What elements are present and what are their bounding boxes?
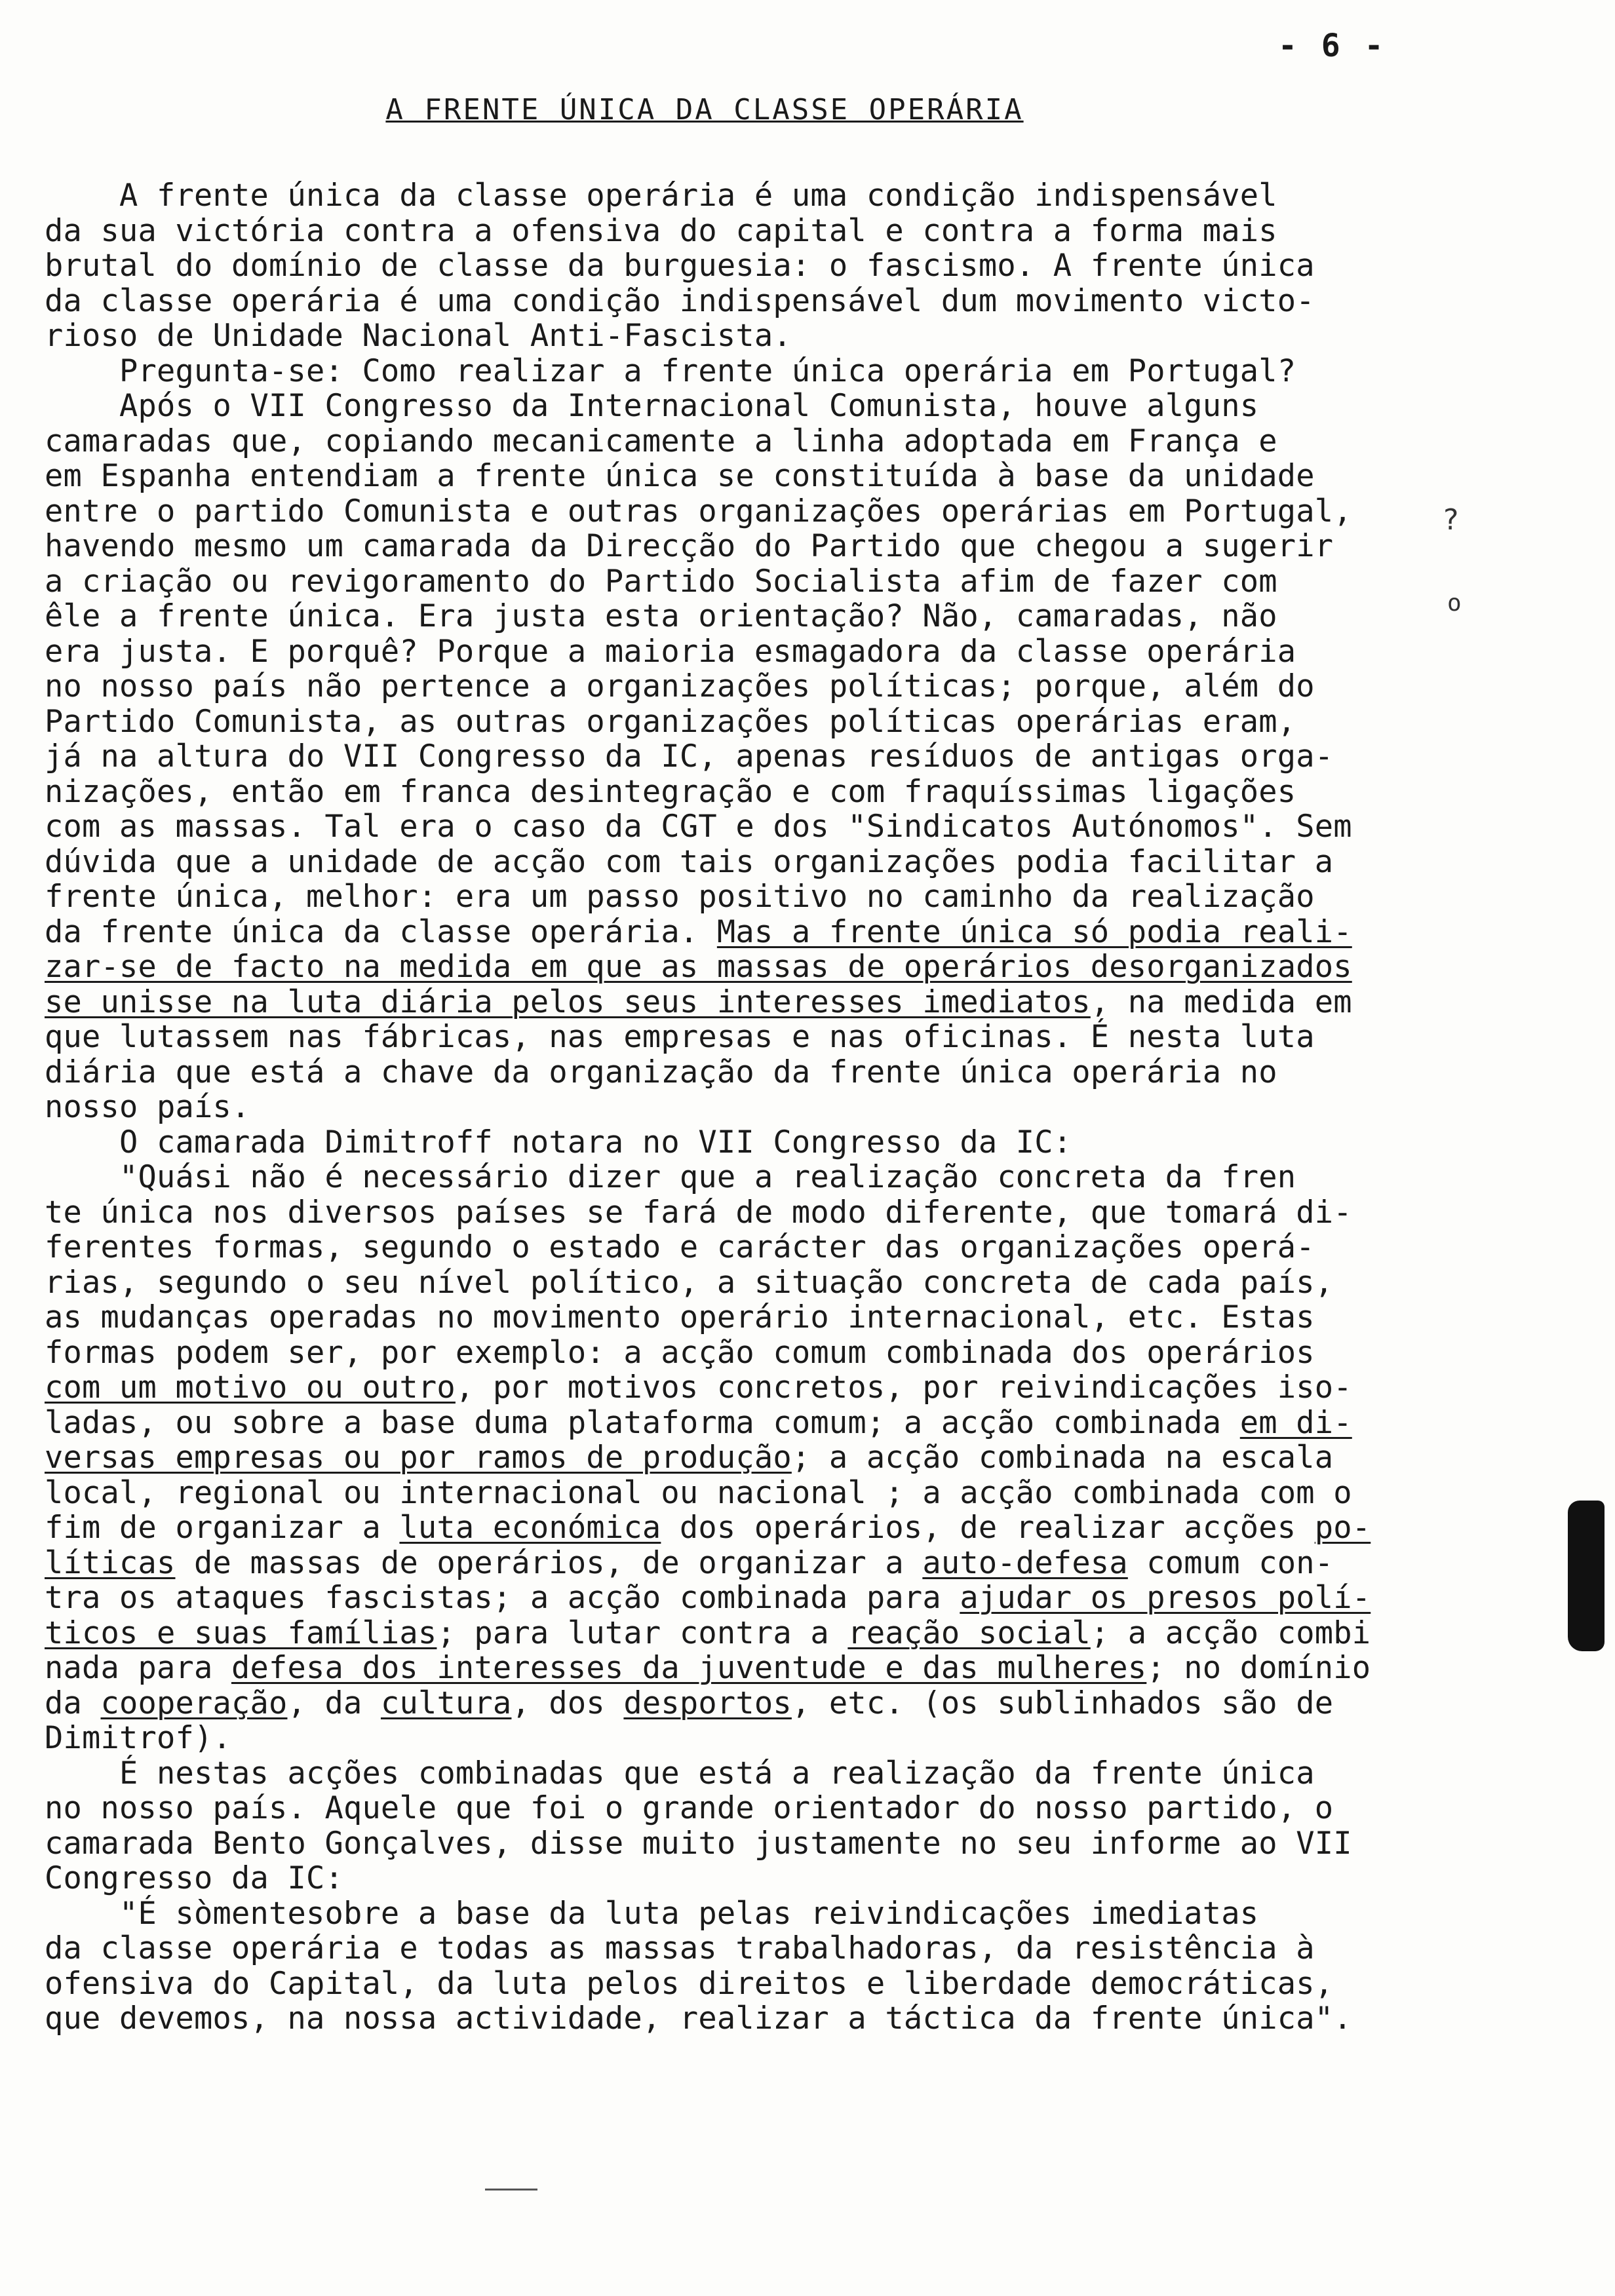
text-line [45, 494, 1408, 529]
underlined-text: defesa dos interesses da juventude e das mulheres [231, 1650, 1147, 1686]
text-segment: nosso país. [45, 1089, 250, 1125]
text-segment: tra os ataques fascistas; a acção combinada para [45, 1580, 960, 1616]
text-segment: que devemos, na nossa actividade, realizar a táctica da frente única". [45, 2000, 1352, 2037]
underlined-text: ticos e suas famílias [45, 1615, 437, 1651]
text-segment: entre o partido Comunista e outras organizações operárias em Portugal, [45, 493, 1352, 529]
text-line [45, 1546, 1408, 1581]
text-line [45, 318, 1408, 354]
text-line [45, 1756, 1408, 1791]
text-line [45, 775, 1408, 810]
text-line [45, 1230, 1408, 1265]
page-number: - 6 - [1278, 28, 1386, 64]
text-line [45, 669, 1408, 704]
text-line [45, 1791, 1408, 1826]
text-line [45, 704, 1408, 740]
text-line [45, 424, 1408, 459]
text-line [45, 1020, 1408, 1055]
text-line [45, 1335, 1408, 1371]
text-line [45, 1721, 1408, 1756]
text-line [45, 1440, 1408, 1476]
text-segment: Partido Comunista, as outras organizações políticas operárias eram, [45, 703, 1296, 740]
text-segment: ; para lutar contra a [437, 1615, 848, 1651]
text-segment: nizações, então em franca desintegração e com fraquíssimas ligações [45, 773, 1296, 810]
underlined-text: ajudar os presos polí- [960, 1580, 1371, 1616]
text-line [45, 178, 1408, 214]
text-line [45, 634, 1408, 670]
text-segment: que lutassem nas fábricas, nas empresas e nas oficinas. É nesta luta [45, 1019, 1315, 1055]
punch-hole-mark [1568, 1501, 1605, 1651]
text-segment: da classe operária e todas as massas trabalhadoras, da resistência à [45, 1930, 1315, 1966]
text-line [45, 985, 1408, 1020]
underlined-text: se unisse na luta diária pelos seus interesses imediatos [45, 984, 1091, 1020]
text-line [45, 879, 1408, 915]
text-line [45, 1406, 1408, 1441]
underlined-text: cultura [380, 1685, 512, 1721]
text-line [45, 1300, 1408, 1335]
text-segment: camarada Bento Gonçalves, disse muito justamente no seu informe ao VII [45, 1825, 1352, 1862]
text-segment: camaradas que, copiando mecanicamente a linha adoptada em França e [45, 423, 1277, 459]
text-segment: de massas de operários, de organizar a [175, 1544, 923, 1581]
text-segment: "É sòmentesobre a base da luta pelas reivindicações imediatas [45, 1895, 1259, 1932]
text-segment: Congresso da IC: [45, 1860, 343, 1896]
text-line [45, 1370, 1408, 1406]
text-line [45, 599, 1408, 634]
text-segment: É nestas acções combinadas que está a realização da frente única [45, 1755, 1315, 1791]
bottom-dash [485, 2189, 537, 2191]
text-line [45, 915, 1408, 950]
text-line [45, 1651, 1408, 1686]
text-segment: a criação ou revigoramento do Partido Socialista afim de fazer com [45, 563, 1277, 600]
text-segment: , na medida em [1090, 984, 1352, 1020]
text-segment: , por motivos concretos, por reivindicações iso- [455, 1369, 1352, 1406]
underlined-text: Mas a frente única só podia reali- [716, 913, 1352, 950]
text-segment: local, regional ou internacional ou nacional ; a acção combinada com o [45, 1474, 1352, 1511]
text-segment: em Espanha entendiam a frente única se constituída à base da unidade [45, 458, 1315, 494]
text-line [45, 248, 1408, 284]
text-line [45, 1055, 1408, 1090]
underlined-text: zar-se de facto na medida em que as massas de operários desorganizados [45, 949, 1352, 985]
underlined-text: versas empresas ou por ramos de produção [45, 1440, 792, 1476]
text-line [45, 1265, 1408, 1301]
text-line [45, 214, 1408, 249]
text-segment: com as massas. Tal era o caso da CGT e dos "Sindicatos Autónomos". Sem [45, 809, 1352, 845]
text-line [45, 1826, 1408, 1862]
text-segment: dos operários, de realizar acções [661, 1510, 1315, 1546]
text-segment: ladas, ou sobre a base duma plataforma comum; a acção combinada [45, 1404, 1240, 1441]
text-segment: A frente única da classe operária é uma condição indispensável [45, 178, 1277, 214]
text-line [45, 1580, 1408, 1616]
text-line [45, 1160, 1408, 1195]
text-segment: da frente única da classe operária. [45, 913, 717, 950]
text-segment: as mudanças operadas no movimento operário internacional, etc. Estas [45, 1299, 1315, 1335]
text-segment: rias, segundo o seu nível político, a situação concreta de cada país, [45, 1264, 1334, 1301]
text-segment: "Quási não é necessário dizer que a realização concreta da fren [45, 1159, 1296, 1195]
text-line [45, 1090, 1408, 1125]
text-line [45, 949, 1408, 985]
document-title: A FRENTE ÚNICA DA CLASSE OPERÁRIA [385, 93, 1024, 126]
text-line [45, 284, 1408, 319]
text-segment: da sua victória contra a ofensiva do capital e contra a forma mais [45, 212, 1277, 249]
text-segment: ofensiva do Capital, da luta pelos direitos e liberdade democráticas, [45, 1965, 1334, 2002]
text-line [45, 1896, 1408, 1932]
text-line [45, 389, 1408, 424]
underlined-text: cooperação [100, 1685, 288, 1721]
text-segment: rioso de Unidade Nacional Anti-Fascista. [45, 318, 792, 354]
text-segment: , etc. (os sublinhados são de [791, 1685, 1334, 1721]
underlined-text: em di- [1239, 1404, 1352, 1441]
text-segment: êle a frente única. Era justa esta orientação? Não, camaradas, não [45, 598, 1277, 634]
text-line [45, 1510, 1408, 1546]
underlined-text: po- [1314, 1510, 1371, 1546]
underlined-text: reação social [847, 1615, 1091, 1651]
text-line [45, 459, 1408, 494]
text-line [45, 845, 1408, 880]
text-segment: ; a acção combi [1090, 1615, 1371, 1651]
text-segment: da classe operária é uma condição indispensável dum movimento victo- [45, 282, 1315, 319]
text-segment: formas podem ser, por exemplo: a acção comum combinada dos operários [45, 1334, 1315, 1371]
text-line [45, 739, 1408, 775]
text-segment: no nosso país não pertence a organizações políticas; porque, além do [45, 668, 1315, 704]
text-segment: O camarada Dimitroff notara no VII Congresso da IC: [45, 1124, 1072, 1160]
text-segment: fim de organizar a [45, 1510, 400, 1546]
text-line [45, 529, 1408, 564]
text-segment: dúvida que a unidade de acção com tais organizações podia facilitar a [45, 843, 1334, 880]
text-segment: frente única, melhor: era um passo positivo no caminho da realização [45, 879, 1315, 915]
text-line [45, 2001, 1408, 2037]
text-segment: Dimitrof). [45, 1720, 231, 1756]
underlined-text: com um motivo ou outro [45, 1369, 456, 1406]
document-body [45, 178, 1408, 2037]
text-segment: , da [287, 1685, 381, 1721]
text-line [45, 1476, 1408, 1511]
text-segment: já na altura do VII Congresso da IC, apenas resíduos de antigas orga- [45, 738, 1334, 775]
text-segment: diária que está a chave da organização da frente única operária no [45, 1054, 1277, 1090]
underlined-text: desportos [623, 1685, 792, 1721]
text-segment: era justa. E porquê? Porque a maioria esmagadora da classe operária [45, 633, 1296, 670]
text-line [45, 1931, 1408, 1966]
text-line [45, 1686, 1408, 1721]
text-segment: nada para [45, 1650, 231, 1686]
text-segment: Pregunta-se: Como realizar a frente única operária em Portugal? [45, 353, 1296, 389]
text-segment: comum con- [1127, 1544, 1334, 1581]
text-line [45, 564, 1408, 600]
text-segment: , dos [511, 1685, 624, 1721]
text-line [45, 1125, 1408, 1160]
text-segment: ; a acção combinada na escala [791, 1440, 1334, 1476]
text-segment: ferentes formas, segundo o estado e carácter das organizações operá- [45, 1229, 1315, 1265]
text-segment: Após o VII Congresso da Internacional Comunista, houve alguns [45, 388, 1259, 424]
text-line [45, 354, 1408, 389]
text-line [45, 809, 1408, 845]
margin-mark: ? [1442, 503, 1460, 537]
underlined-text: auto-defesa [922, 1544, 1128, 1581]
text-line [45, 1861, 1408, 1896]
text-line [45, 1616, 1408, 1651]
underlined-text: líticas [45, 1544, 176, 1581]
text-segment: da [45, 1685, 101, 1721]
text-segment: havendo mesmo um camarada da Direcção do Partido que chegou a sugerir [45, 528, 1334, 564]
text-segment: te única nos diversos países se fará de modo diferente, que tomará di- [45, 1194, 1352, 1231]
text-segment: no nosso país. Aquele que foi o grande orientador do nosso partido, o [45, 1790, 1334, 1826]
text-segment: brutal do domínio de classe da burguesia: o fascismo. A frente única [45, 248, 1315, 284]
text-segment: ; no domínio [1146, 1650, 1371, 1686]
margin-mark: o [1447, 590, 1462, 617]
text-line [45, 1195, 1408, 1231]
underlined-text: luta económica [399, 1510, 661, 1546]
text-line [45, 1966, 1408, 2002]
